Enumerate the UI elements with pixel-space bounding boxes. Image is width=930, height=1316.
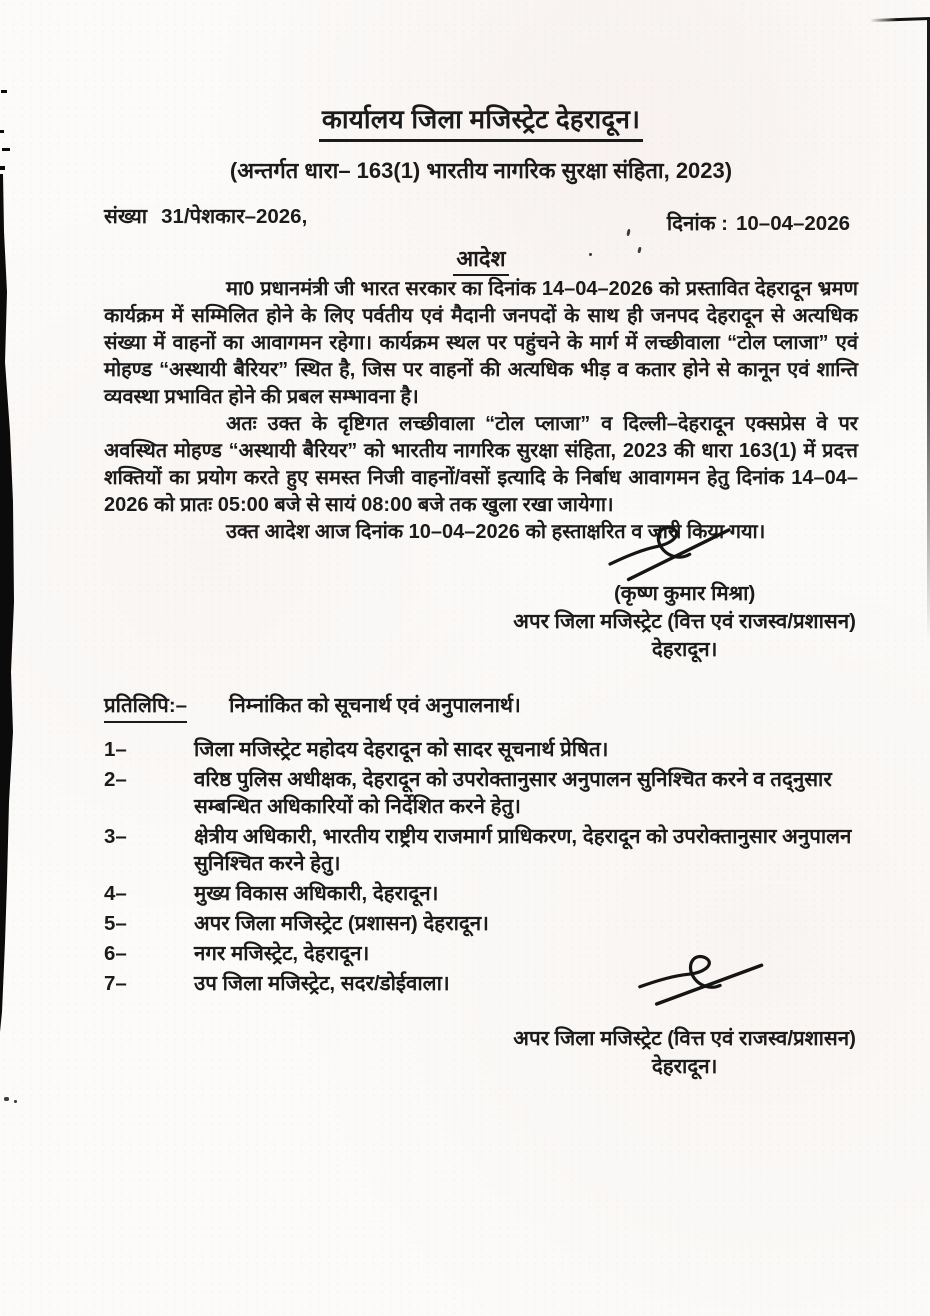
order-heading: आदेश xyxy=(453,243,508,276)
copy-item-text: वरिष्ठ पुलिस अधीक्षक, देहरादून को उपरोक्तानुसार अनुपालन सुनिश्चित करने व तद्नुसार सम्बन्धित अधिकारियों को निर्देशित करने हेतु। xyxy=(194,768,832,818)
footer-signatory-block xyxy=(513,1025,856,1081)
order-heading-wrap xyxy=(104,243,858,276)
signature-scribble-icon xyxy=(604,518,734,586)
signatory-name: (कृष्ण कुमार मिश्रा) xyxy=(613,582,756,605)
scan-artifact-speck xyxy=(4,1097,9,1101)
copy-item-text: क्षेत्रीय अधिकारी, भारतीय राष्ट्रीय राजमार्ग प्राधिकरण, देहरादून को उपरोक्तानुसार अनुपालन सुनिश्चित करने हेतु। xyxy=(194,825,852,875)
footer-signatory-place: देहरादून। xyxy=(651,1055,718,1078)
copy-item xyxy=(104,736,858,763)
act-reference-subtitle: (अन्तर्गत धारा– 163(1) भारतीय नागरिक सुरक्षा संहिता, 2023) xyxy=(229,158,733,183)
letterhead-title: कार्यालय जिला मजिस्ट्रेट देहरादून। xyxy=(319,100,643,142)
signature-scribble-icon xyxy=(634,945,766,1018)
copy-item-number: 4– xyxy=(104,882,127,905)
scan-artifact-top-right-line xyxy=(870,17,930,22)
copy-item-text: जिला मजिस्ट्रेट महोदय देहरादून को सादर सूचनार्थ प्रेषित। xyxy=(194,738,609,761)
copies-label: प्रतिलिपि:– xyxy=(104,691,187,723)
copy-item-number: 6– xyxy=(104,942,127,965)
scan-artifact-speck xyxy=(14,1100,17,1103)
issue-date-label: दिनांक : xyxy=(666,212,728,235)
copy-item-number: 7– xyxy=(104,972,127,995)
order-paragraph-1: मा0 प्रधानमंत्री जी भारत सरकार का दिनांक 14–04–2026 को प्रस्तावित देहरादून भ्रमण कार्यक्रम में सम्मिलित होने के लिए पर्वतीय एवं मैदानी जनपदों के साथ ही जनपद देहरादून से अत्यधिक संख्या में वाहनों का आवागमन रहेगा। कार्यक्रम स्थल पर पहुंचने के मार्ग में लच्छीवाला “टोल प्लाजा” एवं मोहण्ड “अस्थायी बैरियर” स्थित है, जिस पर वाहनों की अत्यधिक भीड़ व कतार होने से कानून एवं शान्ति व्यवस्था प्रभावित होने की प्रबल सम्भावना है। xyxy=(104,278,858,408)
copy-item-text: नगर मजिस्ट्रेट, देहरादून। xyxy=(194,942,370,965)
order-paragraph-3: उक्त आदेश आज दिनांक 10–04–2026 को हस्ताक्षरित व जारी किया गया। xyxy=(226,521,766,543)
copies-intro: निम्नांकित को सूचनार्थ एवं अनुपालनार्थ। xyxy=(229,694,521,717)
issue-date-value: 10–04–2026 xyxy=(735,212,850,235)
copy-item-number: 3– xyxy=(104,825,127,848)
copy-item-text: मुख्य विकास अधिकारी, देहरादून। xyxy=(194,882,439,905)
letterhead xyxy=(104,100,858,142)
signatory-block xyxy=(513,580,856,664)
copy-item-text: अपर जिला मजिस्ट्रेट (प्रशासन) देहरादून। xyxy=(194,912,489,935)
copies-header xyxy=(104,691,858,723)
copy-item xyxy=(104,823,858,877)
document-content xyxy=(104,100,858,1081)
reference-number-value: 31/पेशकार–2026, xyxy=(161,205,308,228)
copy-item xyxy=(104,910,858,937)
signatory-designation: अपर जिला मजिस्ट्रेट (वित्त एवं राजस्व/प्रशासन) xyxy=(513,610,856,633)
signatory-place: देहरादून। xyxy=(651,638,718,661)
footer-signatory-designation: अपर जिला मजिस्ट्रेट (वित्त एवं राजस्व/प्रशासन) xyxy=(513,1027,856,1050)
copy-item-number: 1– xyxy=(104,738,127,761)
reference-number-label: संख्या xyxy=(104,205,148,228)
scan-artifact-left-band xyxy=(0,82,20,1072)
copy-item-number: 5– xyxy=(104,912,127,935)
reference-date-row xyxy=(104,202,858,235)
reference-number xyxy=(104,202,307,230)
copy-item-number: 2– xyxy=(104,768,127,791)
order-paragraph-2: अतः उक्त के दृष्टिगत लच्छीवाला “टोल प्लाजा” व दिल्ली–देहरादून एक्सप्रेस वे पर अवस्थित मोहण्ड “अस्थायी बैरियर” को भारतीय नागरिक सुरक्षा संहिता, 2023 की धारा 163(1) में प्रदत्त शक्तियों का प्रयोग करते हुए समस्त निजी वाहनों/वसों इत्यादि के निर्बाध आवागमन हेतु दिनांक 14–04–2026 को प्रातः 05:00 बजे से सायं 08:00 बजे तक खुला रखा जायेगा। xyxy=(104,413,858,516)
copy-item-text: उप जिला मजिस्ट्रेट, सदर/डोईवाला। xyxy=(194,972,450,995)
issue-date xyxy=(667,209,850,237)
copy-item xyxy=(104,880,858,907)
copy-item xyxy=(104,766,858,820)
